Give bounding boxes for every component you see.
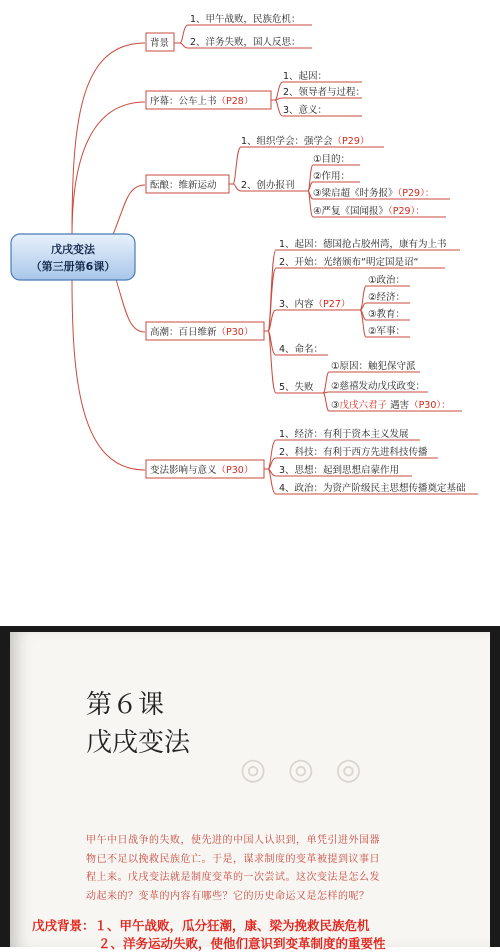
- climax-content-2: ②经济：: [368, 292, 406, 303]
- branch-impact: [146, 428, 478, 494]
- handwritten-note-2: ２、洋务运动失败，使他们意识到变革制度的重要性: [98, 936, 386, 951]
- lesson-number: 第６课: [86, 690, 165, 720]
- branch-prelude: [146, 70, 365, 116]
- climax-content-3: ③教育：: [368, 309, 406, 320]
- branch-climax: [146, 238, 462, 411]
- branch-impact-label: 变法影响与意义（P30）: [150, 465, 254, 476]
- lesson-intro: 甲午中日战争的失败，使先进的中国人认识到，单凭引进外国器物已不足以挽救民族危亡。于是，谋求制度的变革被提到议事日程上来。戊戌变法就是制度变革的一次尝试。这次变法是怎么发动起来的？变革的内容有哪些？它的历史命运又是怎样的呢？: [86, 835, 380, 902]
- textbook-page: [10, 632, 490, 951]
- brewing-item-2: 2、创办报刊: [241, 180, 295, 191]
- prelude-item-2: 2、领导者与过程：: [283, 87, 366, 98]
- branch-climax-label: 高潮：百日维新（P30）: [150, 327, 254, 338]
- brewing-sub-3: ③梁启超《时务报》（P29）：: [313, 188, 435, 199]
- textbook-photo: [0, 626, 500, 951]
- branch-brewing-label: 酝酿：维新运动: [150, 180, 217, 191]
- root-title: 戊戌变法: [51, 243, 95, 256]
- impact-item-3: 3、思想：起到思想启蒙作用: [279, 465, 400, 476]
- root-node: [11, 234, 135, 280]
- failure-sub-2: ②慈禧发动戊戌政变：: [331, 381, 426, 392]
- climax-item-5: 5、失败: [279, 382, 314, 393]
- failure-sub-3: ③戊戌六君子 遇害（P30）：: [331, 400, 451, 411]
- root-subtitle: （第三册第6课）: [30, 260, 116, 273]
- climax-item-4: 4、命名：: [279, 344, 324, 355]
- failure-sub-1: ①原因：触犯保守派: [331, 361, 416, 372]
- background-item-1: 1、甲午战败，民族危机：: [190, 14, 301, 25]
- brewing-sub-4: ④严复《国闻报》（P29）：: [313, 206, 425, 217]
- brewing-sub-1: ①目的：: [313, 154, 351, 165]
- branch-prelude-label: 序幕：公车上书（P28）: [150, 96, 254, 107]
- impact-item-4: 4、政治：为资产阶级民主思想传播奠定基础: [279, 483, 466, 494]
- brewing-item-1: 1、组织学会：强学会（P29）: [241, 136, 370, 147]
- branch-background: [146, 13, 312, 51]
- lesson-title: 戊戌变法: [86, 728, 191, 758]
- brewing-sub-2: ②作用：: [313, 171, 351, 182]
- climax-item-3: 3、内容（P27）: [279, 299, 351, 310]
- branch-brewing: [146, 135, 450, 217]
- watermark-decoration: ◎ ◎ ◎: [240, 752, 368, 787]
- prelude-item-1: 1、起因：: [283, 71, 328, 82]
- climax-item-2: 2、开始：光绪颁布“明定国是诏“: [279, 257, 419, 268]
- prelude-item-3: 3、意义：: [283, 105, 328, 116]
- climax-content-1: ①政治：: [368, 275, 406, 286]
- impact-item-2: 2、科技：有利于西方先进科技传播: [279, 447, 428, 458]
- branch-background-label: 背景: [150, 38, 170, 49]
- background-item-2: 2、洋务失败，国人反思：: [190, 37, 301, 48]
- handwritten-note-1: 戊戌背景：１、甲午战败，瓜分狂潮，康、梁为挽救民族危机: [32, 918, 370, 933]
- impact-item-1: 1、经济：有利于资本主义发展: [279, 429, 409, 440]
- climax-item-1: 1、起因：德国抢占胶州湾，康有为上书: [279, 239, 447, 250]
- climax-content-4: ②军事：: [368, 326, 406, 337]
